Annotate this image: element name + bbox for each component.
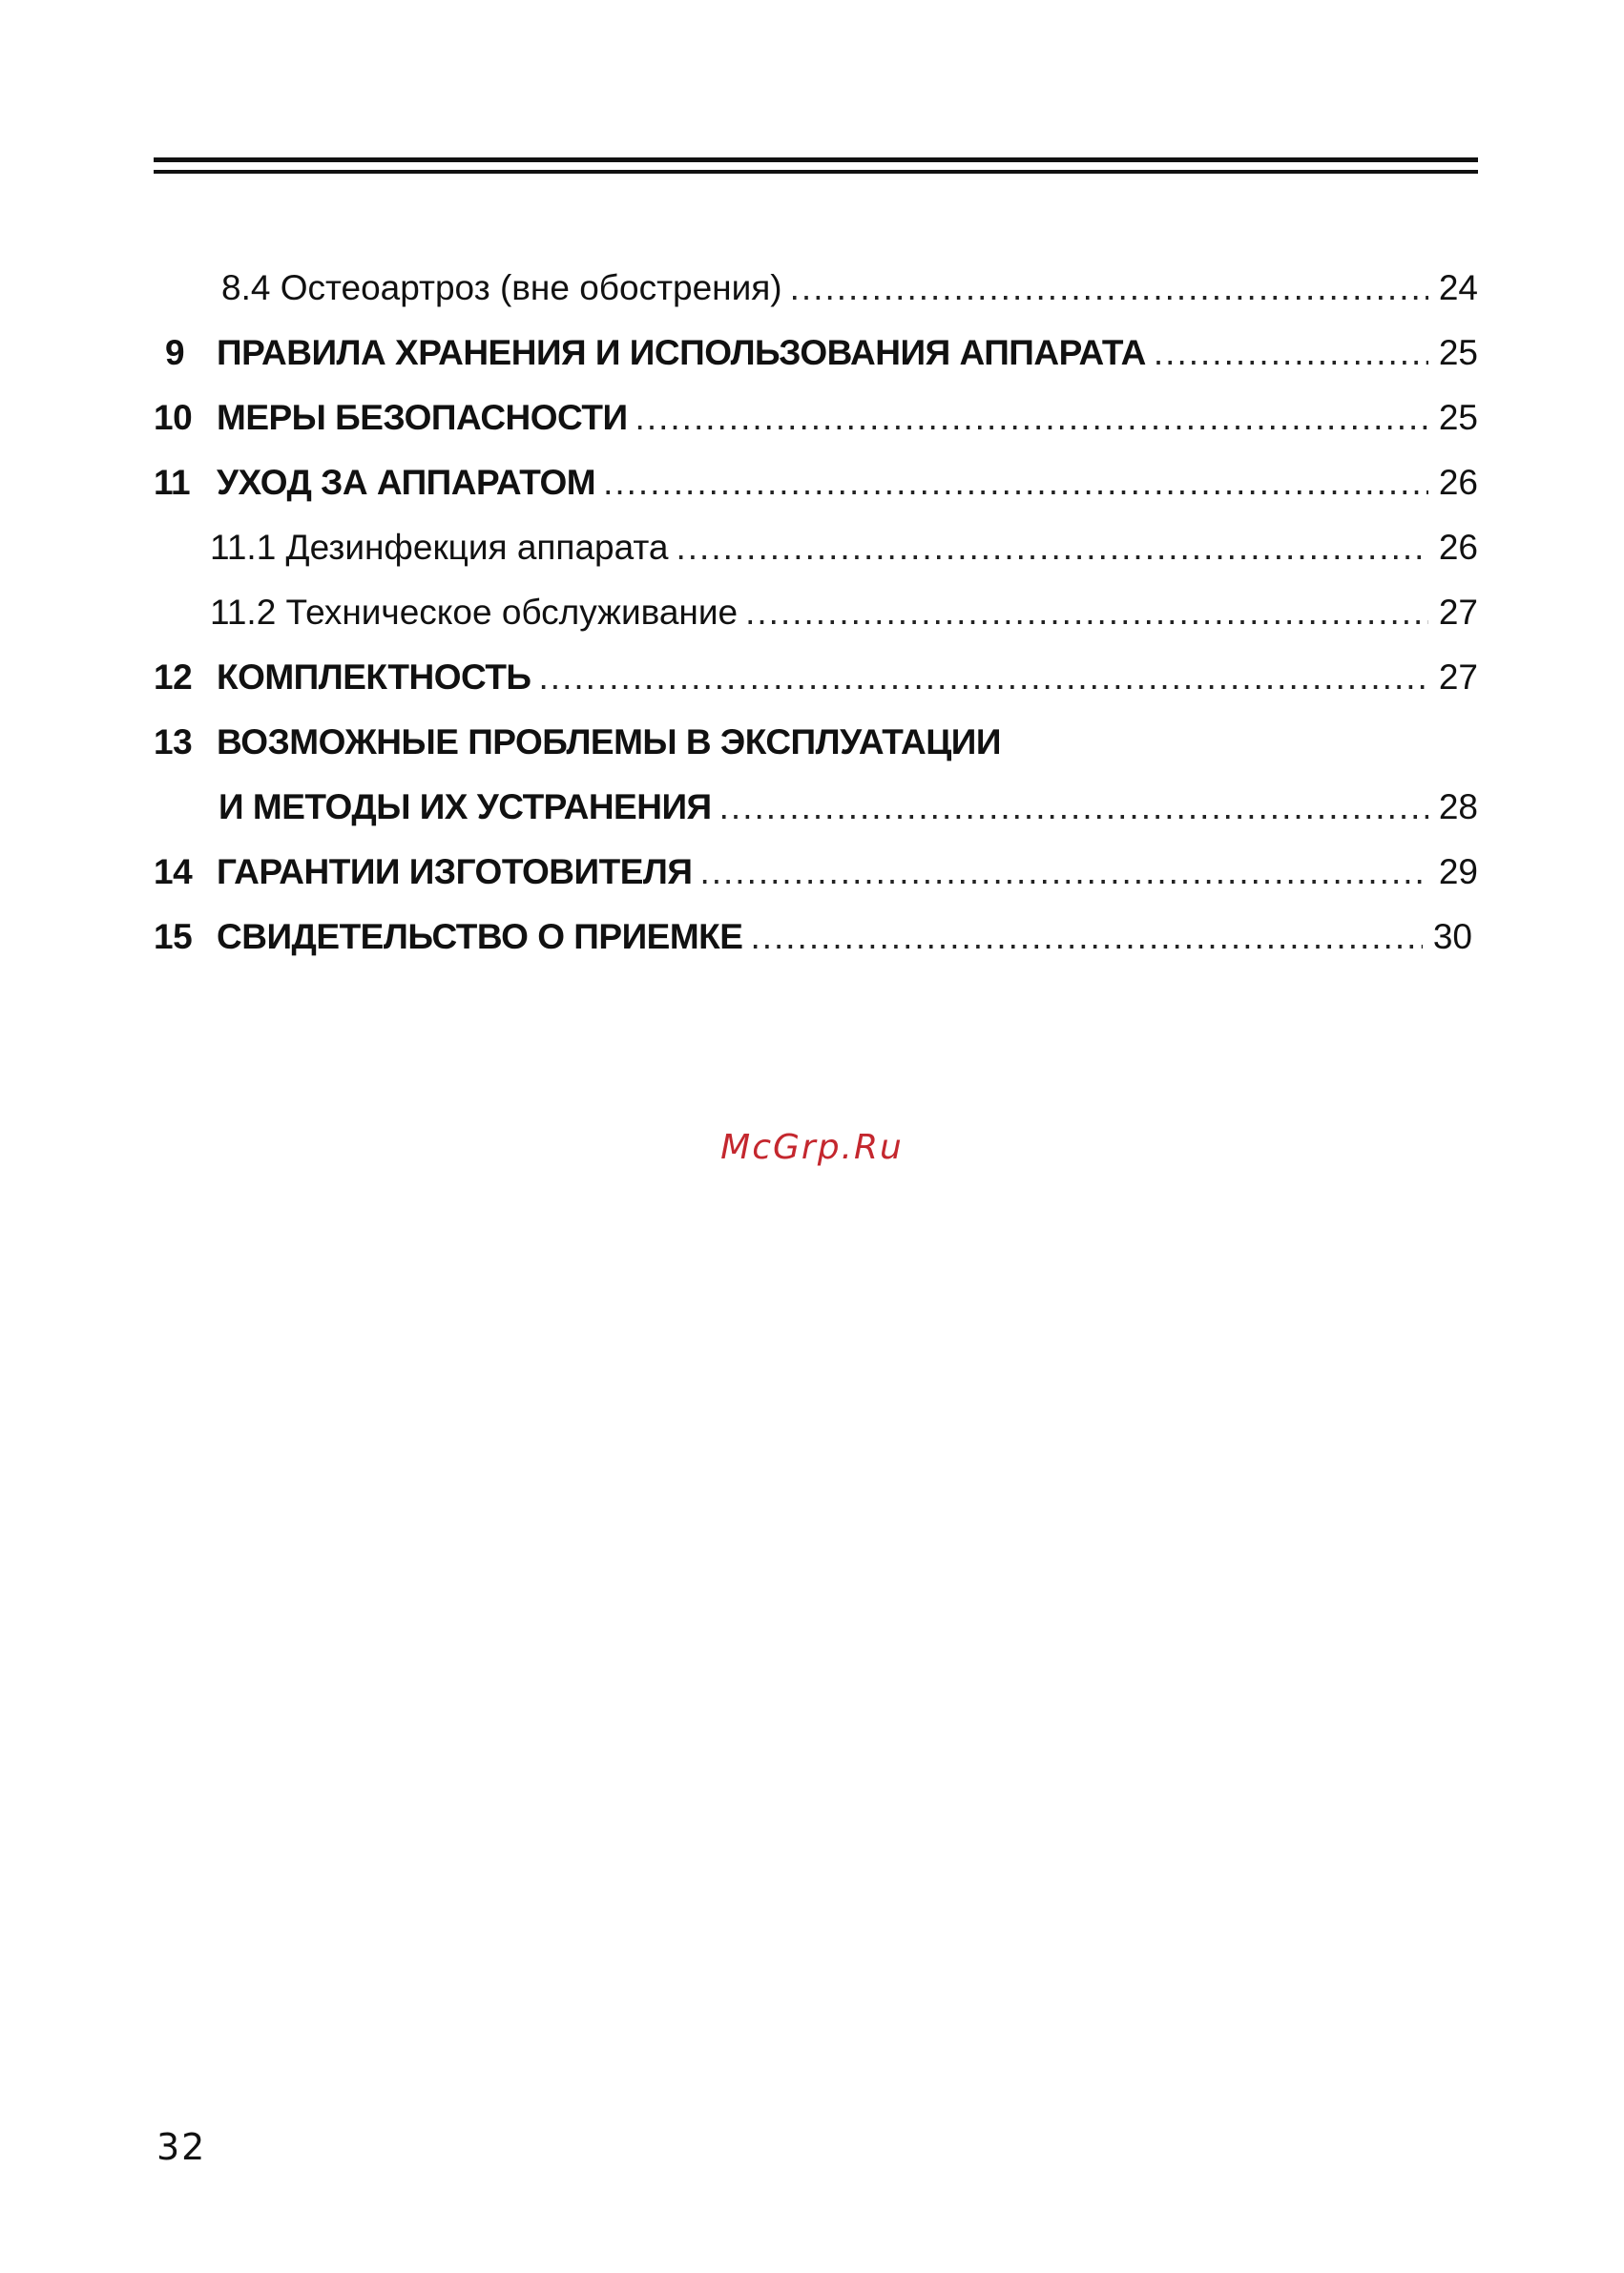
watermark-text: McGrp.Ru bbox=[720, 1128, 904, 1167]
table-of-contents bbox=[154, 256, 1478, 970]
dot-leader bbox=[745, 580, 1428, 645]
header-rule-top bbox=[154, 157, 1478, 162]
toc-entry-14[interactable] bbox=[154, 840, 1478, 905]
toc-entry-13[interactable] bbox=[154, 710, 1478, 775]
dot-leader bbox=[677, 515, 1429, 580]
header-rule-bottom bbox=[154, 170, 1478, 174]
toc-entry-8-4[interactable] bbox=[154, 256, 1478, 321]
toc-entry-page: 29 bbox=[1438, 852, 1478, 891]
toc-entry-title: 11.2 Техническое обслуживание bbox=[210, 593, 739, 632]
toc-entry-title: КОМПЛЕКТНОСТЬ bbox=[217, 657, 531, 697]
toc-entry-9[interactable] bbox=[154, 321, 1478, 386]
toc-entry-13-continued[interactable] bbox=[154, 775, 1478, 840]
toc-entry-number: 14 bbox=[154, 852, 193, 891]
dot-leader bbox=[790, 256, 1428, 321]
dot-leader bbox=[719, 775, 1428, 840]
toc-entry-12[interactable] bbox=[154, 645, 1478, 710]
toc-entry-number: 9 bbox=[165, 333, 185, 372]
toc-entry-title: ГАРАНТИИ ИЗГОТОВИТЕЛЯ bbox=[217, 852, 693, 891]
dot-leader bbox=[635, 386, 1428, 450]
toc-entry-number: 15 bbox=[154, 917, 193, 956]
toc-entry-number: 12 bbox=[154, 657, 193, 697]
toc-entry-page: 24 bbox=[1438, 268, 1478, 307]
toc-entry-11[interactable] bbox=[154, 450, 1478, 515]
toc-entry-page: 27 bbox=[1438, 657, 1478, 697]
page-number: 32 bbox=[156, 2126, 207, 2168]
toc-entry-page: 25 bbox=[1438, 333, 1478, 372]
toc-entry-title: УХОД ЗА АППАРАТОМ bbox=[217, 463, 596, 502]
toc-entry-10[interactable] bbox=[154, 386, 1478, 450]
dot-leader bbox=[603, 450, 1428, 515]
dot-leader bbox=[539, 645, 1428, 710]
toc-entry-number: 10 bbox=[154, 398, 193, 437]
toc-entry-page: 30 bbox=[1432, 917, 1472, 956]
toc-entry-title: ВОЗМОЖНЫЕ ПРОБЛЕМЫ В ЭКСПЛУАТАЦИИ bbox=[217, 722, 1001, 761]
toc-entry-title: ПРАВИЛА ХРАНЕНИЯ И ИСПОЛЬЗОВАНИЯ АППАРАТА bbox=[217, 333, 1146, 372]
header-rules bbox=[154, 157, 1478, 174]
toc-entry-page: 26 bbox=[1438, 528, 1478, 567]
dot-leader bbox=[699, 840, 1428, 905]
toc-entry-page: 25 bbox=[1438, 398, 1478, 437]
toc-entry-number: 13 bbox=[154, 722, 193, 761]
toc-entry-title: МЕРЫ БЕЗОПАСНОСТИ bbox=[217, 398, 628, 437]
toc-entry-title: СВИДЕТЕЛЬСТВО О ПРИЕМКЕ bbox=[217, 917, 743, 956]
toc-entry-11-1[interactable] bbox=[154, 515, 1478, 580]
dot-leader bbox=[1154, 321, 1428, 386]
toc-entry-title: И МЕТОДЫ ИХ УСТРАНЕНИЯ bbox=[219, 787, 712, 826]
toc-entry-title: 11.1 Дезинфекция аппарата bbox=[210, 528, 669, 567]
toc-entry-15[interactable] bbox=[154, 905, 1478, 970]
toc-entry-page: 27 bbox=[1438, 593, 1478, 632]
toc-entry-page: 26 bbox=[1438, 463, 1478, 502]
dot-leader bbox=[750, 905, 1423, 970]
toc-entry-title: 8.4 Остеоартроз (вне обострения) bbox=[221, 268, 782, 307]
toc-entry-11-2[interactable] bbox=[154, 580, 1478, 645]
toc-entry-page: 28 bbox=[1438, 787, 1478, 826]
toc-entry-number: 11 bbox=[154, 463, 191, 502]
